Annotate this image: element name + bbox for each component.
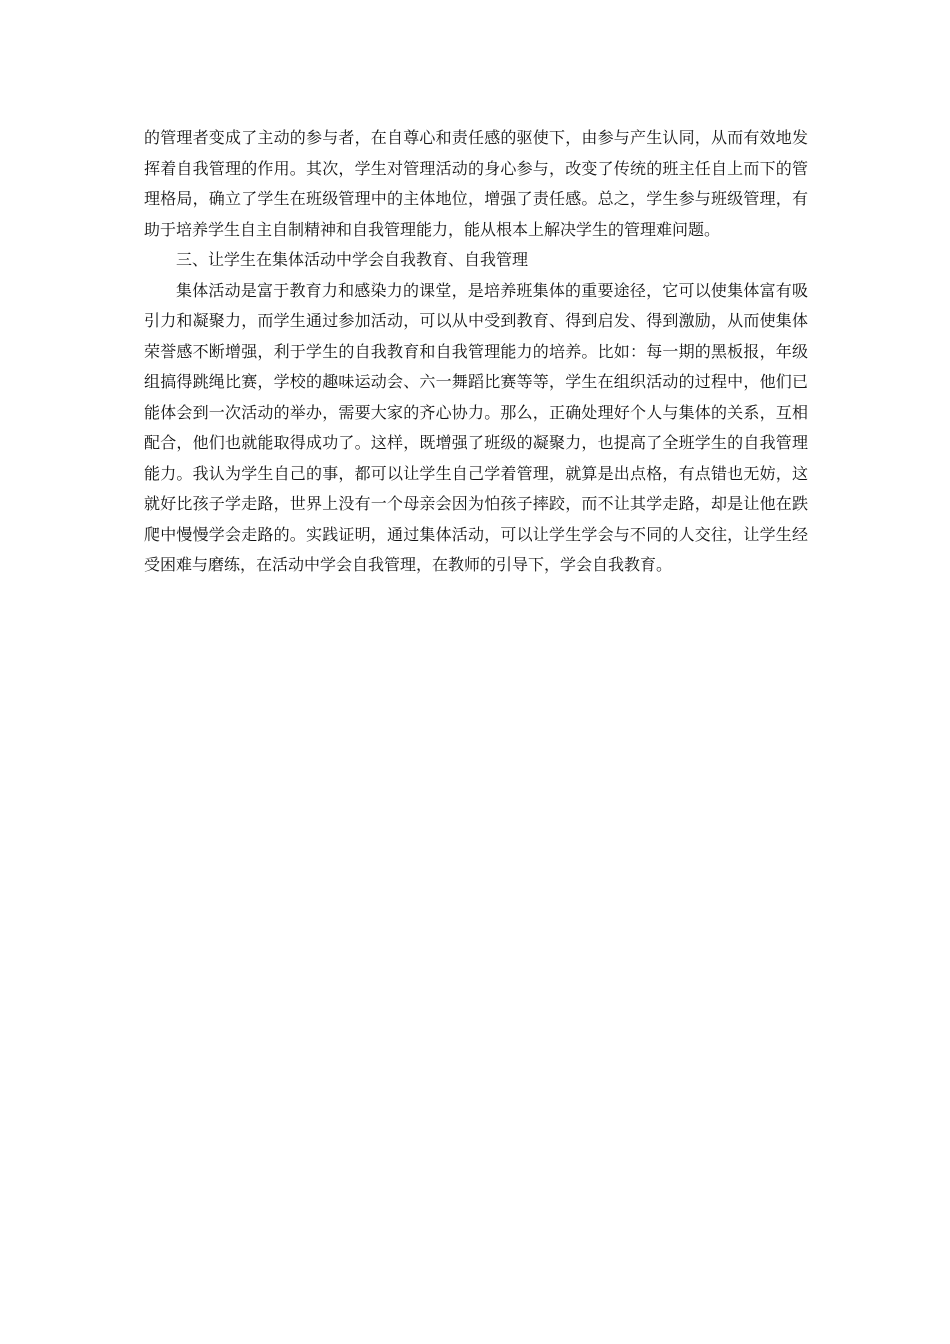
document-body: [144, 123, 808, 581]
section-heading: 三、让学生在集体活动中学会自我教育、自我管理: [176, 250, 529, 269]
paragraph-collective-activities: 集体活动是富于教育力和感染力的课堂，是培养班集体的重要途径，它可以使集体富有吸引力和凝聚力，而学生通过参加活动，可以从中受到教育、得到启发、得到激励，从而使集体荣誉感不断增强，利于学生的自我教育和自我管理能力的培养。比如：每一期的黑板报，年级组搞得跳绳比赛，学校的趣味运动会、六一舞蹈比赛等等，学生在组织活动的过程中，他们已能体会到一次活动的举办，需要大家的齐心协力。那么，正确处理好个人与集体的关系，互相配合，他们也就能取得成功了。这样，既增强了班级的凝聚力，也提高了全班学生的自我管理能力。我认为学生自己的事，都可以让学生自己学着管理，就算是出点格，有点错也无妨，这就好比孩子学走路，世界上没有一个母亲会因为怕孩子摔跤，而不让其学走路，却是让他在跌爬中慢慢学会走路的。实践证明，通过集体活动，可以让学生学会与不同的人交往，让学生经受困难与磨练，在活动中学会自我管理，在教师的引导下，学会自我教育。: [144, 280, 808, 574]
paragraph-continuation: 的管理者变成了主动的参与者，在自尊心和责任感的驱使下，由参与产生认同，从而有效地发挥着自我管理的作用。其次，学生对管理活动的身心参与，改变了传统的班主任自上而下的管理格局，确立了学生在班级管理中的主体地位，增强了责任感。总之，学生参与班级管理，有助于培养学生自主自制精神和自我管理能力，能从根本上解决学生的管理难问题。: [144, 128, 808, 239]
